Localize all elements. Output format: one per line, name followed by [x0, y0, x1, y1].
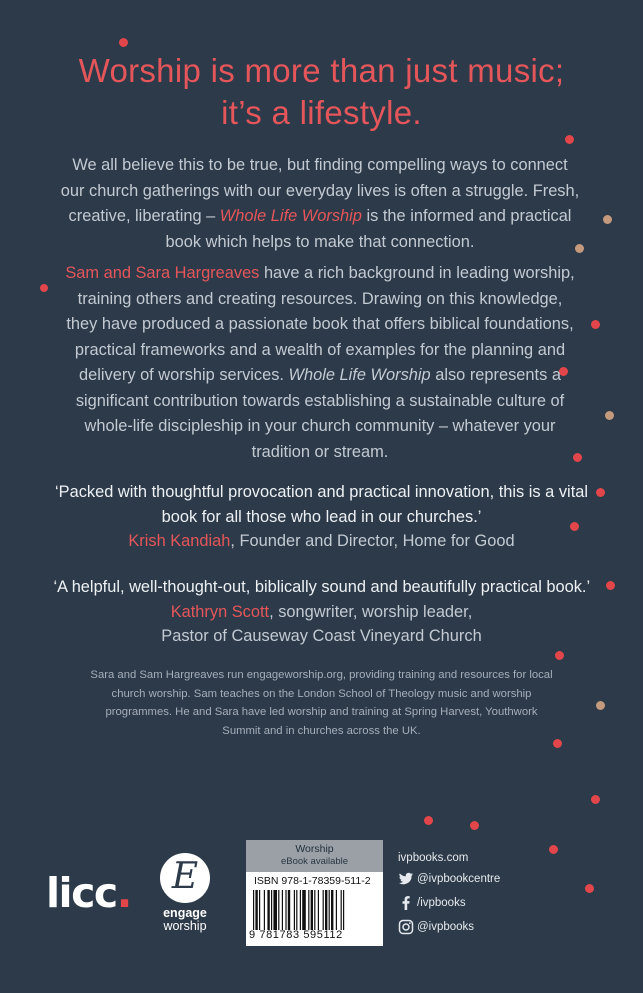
- decorative-dot: [565, 135, 574, 144]
- intro-tail: is the informed and practical book which helps to make that connection.: [165, 207, 572, 251]
- intro-paragraph: [60, 153, 580, 255]
- engage-emblem-glyph: E: [171, 856, 199, 897]
- book-category: Worship: [295, 843, 334, 855]
- headline-line-1: Worship is more than just music;: [78, 52, 565, 89]
- facebook-link[interactable]: [398, 891, 500, 915]
- author-bio: Sara and Sam Hargreaves run engageworship.org, providing training and resources for local church worship. Sam teaches on the London School of Theology music and worship programmes. He and Sara have led worship and training at Spring Harvest, Youthwork Summit and in churches across the UK.: [90, 669, 553, 737]
- licc-logo-text: licc: [46, 869, 117, 917]
- decorative-dot: [603, 215, 612, 224]
- twitter-handle: @ivpbookcentre: [417, 873, 501, 885]
- barcode-bars-icon: [253, 890, 380, 930]
- headline-line-2: it’s a lifestyle.: [221, 94, 422, 131]
- licc-logo-dot: .: [116, 869, 131, 917]
- decorative-dot: [591, 320, 600, 329]
- headline: [0, 50, 643, 134]
- instagram-handle: @ivpbooks: [417, 921, 475, 933]
- authors-text-a: have a rich background in leading worship, training others and creating resources. Drawing on this knowledge, they have produced a passionate book that offers biblical foundations, practical frameworks and a wealth of examples for the planning and delivery of worship services.: [66, 264, 575, 384]
- barcode-digits: 9 781783 595112: [249, 929, 343, 941]
- facebook-icon: [398, 895, 414, 911]
- twitter-link[interactable]: [398, 867, 500, 891]
- decorative-dot: [605, 411, 614, 420]
- instagram-icon: [398, 919, 414, 935]
- ebook-availability: eBook available: [280, 856, 349, 867]
- facebook-handle: /ivpbooks: [417, 897, 466, 909]
- decorative-dot: [470, 821, 479, 830]
- authors-text-b: also represents a significant contribution towards establishing a sustainable culture of whole-life discipleship in your church community – whatever your tradition or stream.: [75, 366, 565, 461]
- endorsement-2: [50, 575, 593, 649]
- endorsement-1: [50, 480, 593, 554]
- endorsement-attribution: [50, 529, 593, 554]
- barcode-panel: [246, 840, 383, 946]
- publisher-contacts: [398, 849, 500, 939]
- decorative-dot: [585, 884, 594, 893]
- endorser-role: , Founder and Director, Home for Good: [230, 532, 515, 550]
- website-link[interactable]: ivpbooks.com: [398, 852, 469, 864]
- instagram-link[interactable]: [398, 915, 500, 939]
- decorative-dot: [596, 488, 605, 497]
- authors-paragraph: [60, 261, 580, 465]
- authors-name: Sam and Sara Hargreaves: [65, 264, 260, 282]
- endorsement-quote: ‘Packed with thoughtful provocation and practical innovation, this is a vital book for all those who lead in our churches.’: [55, 483, 588, 526]
- isbn-number: ISBN 978-1-78359-511-2: [254, 875, 371, 887]
- intro-lead: We all believe this to be true, but finding compelling ways to connect our church gatherings with our everyday lives is often a struggle. Fresh, creative, liberating –: [60, 156, 580, 225]
- engage-worship-logo: [156, 853, 214, 933]
- decorative-dot: [596, 701, 605, 710]
- licc-logo: [46, 870, 131, 916]
- endorsement-quote: ‘A helpful, well-thought-out, biblically sound and beautifully practical book.’: [53, 578, 590, 596]
- worship-logo-word: worship: [163, 919, 207, 933]
- decorative-dot: [40, 284, 48, 292]
- decorative-dot: [119, 38, 128, 47]
- book-title-mention: Whole Life Worship: [288, 366, 431, 384]
- decorative-dot: [549, 845, 558, 854]
- decorative-dot: [424, 816, 433, 825]
- endorser-name: Krish Kandiah: [128, 532, 231, 550]
- decorative-dot: [555, 651, 564, 660]
- endorser-role: , songwriter, worship leader,: [269, 602, 473, 621]
- decorative-dot: [553, 739, 562, 748]
- barcode-header: [246, 840, 383, 872]
- endorser-name: Kathryn Scott: [170, 602, 270, 621]
- decorative-dot: [591, 795, 600, 804]
- book-title-mention: Whole Life Worship: [219, 207, 362, 225]
- twitter-icon: [398, 871, 414, 887]
- decorative-dot: [606, 581, 615, 590]
- engage-emblem-icon: [160, 853, 210, 903]
- engage-logo-word: engage: [163, 906, 207, 920]
- endorser-role-line-2: Pastor of Causeway Coast Vineyard Church: [161, 627, 482, 645]
